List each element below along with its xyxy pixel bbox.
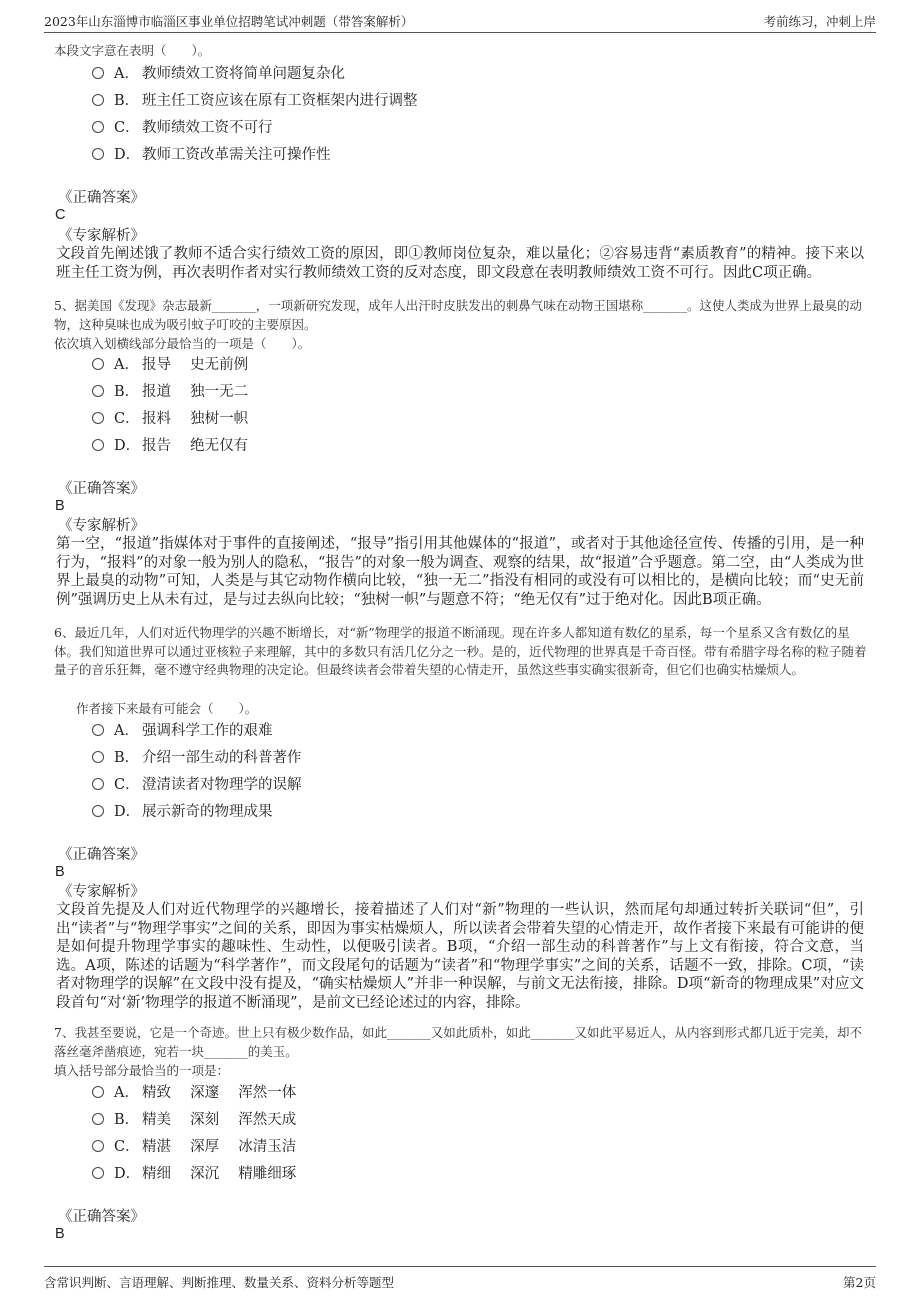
q5-stem: 5、据美国《发现》杂志最新_______，一项新研究发现，成年人出汗时皮肤发出的刺鼻气味在动物王国堪称_______。这使人类成为世界上最臭的动物，这种臭味也成为吸引蚊子叮咬的主要原因。 (54, 298, 862, 332)
q7-option-b[interactable]: B． 精美 深刻 浑然天成 (92, 1108, 296, 1132)
answer-value: B (55, 1226, 65, 1242)
q7-stem: 7、我甚至要说，它是一个奇迹。世上只有极少数作品，如此_______又如此质朴，如此_______又如此平易近人，从内容到形式都几近于完美，却不落丝毫斧凿痕迹，宛若一块_______的美玉。 (54, 1025, 862, 1059)
q5-option-d[interactable]: D． 报告 绝无仅有 (92, 434, 248, 458)
q6-option-b[interactable]: B． 介绍一部生动的科普著作 (92, 746, 302, 770)
header-slogan: 考前练习，冲刺上岸 (763, 14, 876, 29)
analysis-text: 文段首先提及人们对近代物理学的兴趣增长，接着描述了人们对“新”物理的一些认识，然而尾句却通过转折关联词“但”，引出“读者”与“物理学事实”之间的关系，即因为事实枯燥烦人，所以读者会带着失望的心情走开，故作者接下来最有可能讲的便是如何提升物理学事实的趣味性、生动性，以便吸引读者。B项，“介绍一部生动的科普著作”与上文有衔接，符合文意，当选。A项，陈述的话题为“科学著作”，而文段尾句的话题为“读者”和“物理学事实”之间的关系，话题不一致，排除。C项，“读者对物理学的误解”在文段中没有提及，“确实枯燥烦人”并非一种误解，与前文无法衔接，排除。D项“新奇的物理成果”对应文段首句“对‘新’物理学的报道不断涌现”，是前文已经论述过的内容，排除。 (56, 902, 864, 1011)
radio-icon[interactable] (92, 1167, 104, 1179)
radio-icon[interactable] (92, 1140, 104, 1152)
answer-label: 《正确答案》 (58, 847, 145, 863)
answer-value: B (55, 498, 65, 514)
q6-option-a[interactable]: A． 强调科学工作的艰难 (92, 719, 273, 743)
q4-option-a[interactable]: A． 教师绩效工资将简单问题复杂化 (92, 62, 345, 86)
radio-icon[interactable] (92, 778, 104, 790)
answer-value: C (55, 207, 66, 223)
q7-option-a[interactable]: A． 精致 深邃 浑然一体 (92, 1081, 296, 1105)
page-footer (44, 1266, 876, 1297)
q4-option-d[interactable]: D． 教师工资改革需关注可操作性 (92, 143, 331, 167)
q5-prompt: 依次填入划横线部分最恰当的一项是（ ）。 (54, 336, 311, 351)
q7-option-d[interactable]: D． 精细 深沉 精雕细琢 (92, 1162, 296, 1186)
q4-option-c[interactable]: C． 教师绩效工资不可行 (92, 116, 273, 140)
radio-icon[interactable] (92, 724, 104, 736)
radio-icon[interactable] (92, 385, 104, 397)
radio-icon[interactable] (92, 439, 104, 451)
q5-option-b[interactable]: B． 报道 独一无二 (92, 380, 248, 404)
radio-icon[interactable] (92, 412, 104, 424)
radio-icon[interactable] (92, 805, 104, 817)
analysis-label: 《专家解析》 (58, 884, 145, 900)
q5-option-c[interactable]: C． 报料 独树一帜 (92, 407, 248, 431)
footer-categories: 含常识判断、言语理解、判断推理、数量关系、资料分析等题型 (44, 1275, 395, 1290)
analysis-text: 第一空，“报道”指媒体对于事件的直接阐述，“报导”指引用其他媒体的“报道”，或者对于其他途径宣传、传播的引用，是一种行为，“报料”的对象一般为别人的隐私，“报告”的对象一般为调查、观察的结果，故“报道”合乎题意。第二空，由“人类成为世界上最臭的动物”可知，人类是与其它动物作横向比较，“独一无二”指没有相同的或没有可以相比的，是横向比较；而“史无前例”强调历史上从未有过，是与过去纵向比较；“独树一帜”与题意不符；“绝无仅有”过于绝对化。因此B项正确。 (56, 536, 864, 608)
radio-icon[interactable] (92, 94, 104, 106)
q5-option-a[interactable]: A． 报导 史无前例 (92, 353, 248, 377)
answer-label: 《正确答案》 (58, 190, 145, 206)
answer-label: 《正确答案》 (58, 1209, 145, 1225)
q4-option-b[interactable]: B． 班主任工资应该在原有工资框架内进行调整 (92, 89, 418, 113)
analysis-label: 《专家解析》 (58, 228, 145, 244)
radio-icon[interactable] (92, 148, 104, 160)
radio-icon[interactable] (92, 67, 104, 79)
q6-stem: 6、最近几年，人们对近代物理学的兴趣不断增长，对“新”物理学的报道不断涌现。现在许多人都知道有数亿的星系，每一个星系又含有数亿的星体。我们知道世界可以通过亚核粒子来理解，其中的多数只有活几亿分之一秒。是的，近代物理的世界真是千奇百怪。带有希腊字母名称的粒子随着量子的音乐狂舞，毫不遵守经典物理的决定论。但最终读者会带着失望的心情走开，虽然这些事实确实很新奇，但它们也确实枯燥烦人。 (54, 625, 867, 677)
q7-prompt: 填入括号部分最恰当的一项是： (54, 1063, 230, 1078)
radio-icon[interactable] (92, 1086, 104, 1098)
radio-icon[interactable] (92, 1113, 104, 1125)
radio-icon[interactable] (92, 751, 104, 763)
q6-option-d[interactable]: D． 展示新奇的物理成果 (92, 800, 273, 824)
analysis-label: 《专家解析》 (58, 518, 145, 534)
page-header (44, 10, 876, 33)
answer-label: 《正确答案》 (58, 481, 145, 497)
q6-prompt: 作者接下来最有可能会（ ）。 (76, 701, 258, 716)
analysis-text: 文段首先阐述饿了教师不适合实行绩效工资的原因，即①教师岗位复杂，难以量化；②容易违背“素质教育”的精神。接下来以班主任工资为例，再次表明作者对实行教师绩效工资的反对态度，即文段意在表明教师绩效工资不可行。因此C项正确。 (56, 246, 864, 281)
radio-icon[interactable] (92, 358, 104, 370)
page-number: 第2页 (843, 1275, 876, 1290)
document-title: 2023年山东淄博市临淄区事业单位招聘笔试冲刺题（带答案解析） (44, 14, 414, 29)
q6-option-c[interactable]: C． 澄清读者对物理学的误解 (92, 773, 302, 797)
q7-option-c[interactable]: C． 精湛 深厚 冰清玉洁 (92, 1135, 296, 1159)
radio-icon[interactable] (92, 121, 104, 133)
answer-value: B (55, 864, 65, 880)
q4-stem: 本段文字意在表明（ ）。 (54, 43, 211, 58)
